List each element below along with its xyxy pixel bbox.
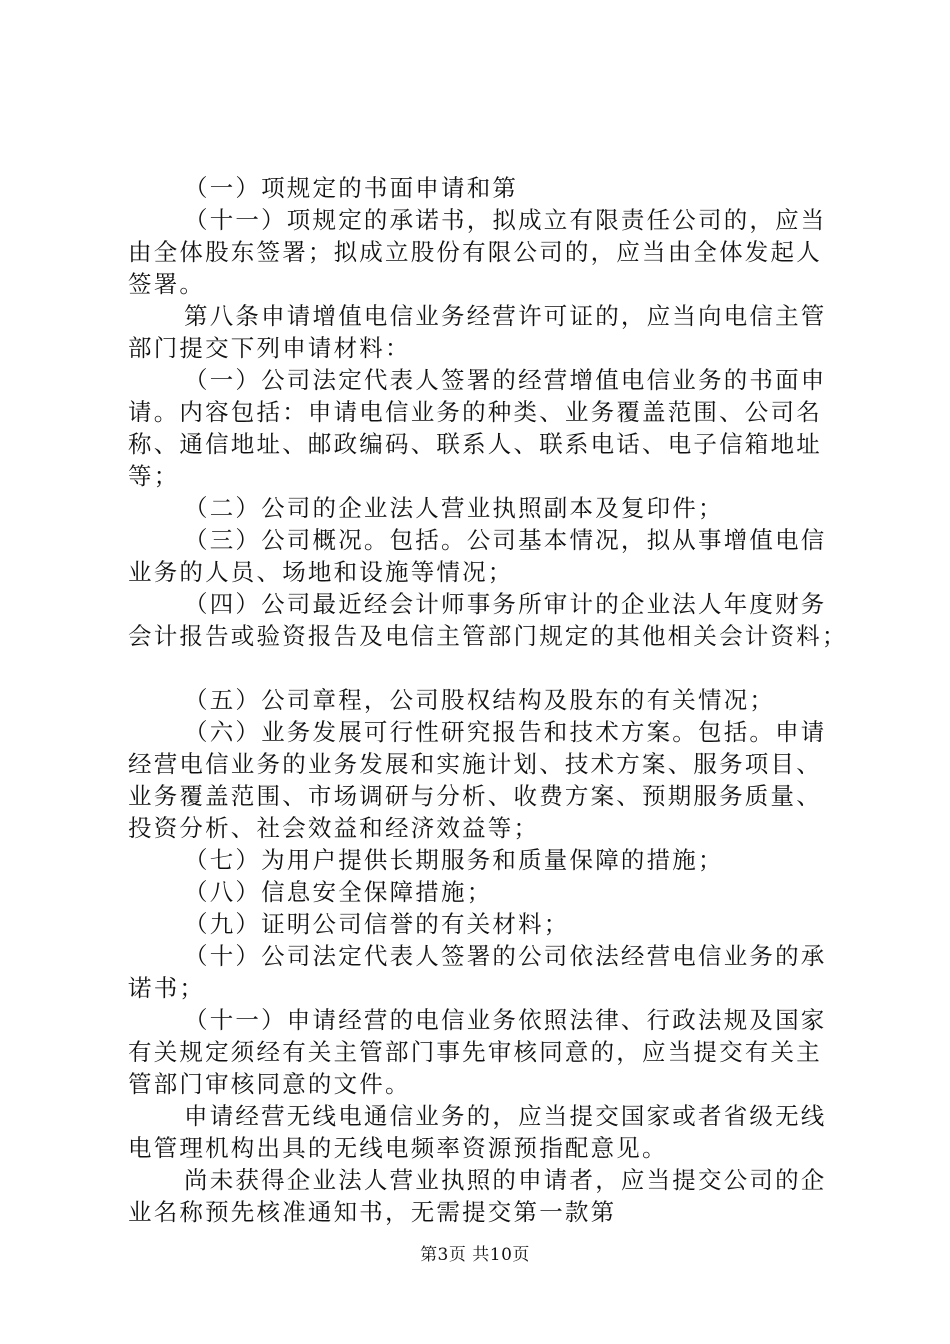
text-line: 投资分析、社会效益和经济效益等；: [128, 814, 540, 842]
text-line: 会计报告或验资报告及电信主管部门规定的其他相关会计资料；: [128, 622, 848, 650]
text-line: 部门提交下列申请材料：: [128, 334, 411, 362]
text-line: （一）项规定的书面申请和第: [184, 174, 519, 202]
blank-line: [128, 652, 840, 684]
text-line: 尚未获得企业法人营业执照的申请者，应当提交公司的企: [184, 1166, 827, 1194]
text-line: 由全体股东签署；拟成立股份有限公司的，应当由全体发起人: [128, 238, 822, 266]
text-line: 管部门审核同意的文件。: [128, 1070, 411, 1098]
text-block: [128, 172, 848, 1228]
text-line: 电管理机构出具的无线电频率资源预指配意见。: [128, 1134, 668, 1162]
text-line: （四）公司最近经会计师事务所审计的企业法人年度财务: [184, 590, 827, 618]
text-line: 业名称预先核准通知书，无需提交第一款第: [128, 1198, 617, 1226]
document-body: [128, 172, 848, 1228]
text-line: （十）公司法定代表人签署的公司依法经营电信业务的承: [184, 942, 827, 970]
text-line: 请。内容包括：申请电信业务的种类、业务覆盖范围、公司名: [128, 398, 822, 426]
text-line: （十一）申请经营的电信业务依照法律、行政法规及国家: [184, 1006, 827, 1034]
text-line: （二）公司的企业法人营业执照副本及复印件；: [184, 494, 724, 522]
page-number-footer: 第3页 共10页: [420, 1245, 530, 1265]
text-line: 业务覆盖范围、市场调研与分析、收费方案、预期服务质量、: [128, 782, 822, 810]
text-line: 有关规定须经有关主管部门事先审核同意的，应当提交有关主: [128, 1038, 822, 1066]
text-line: （八）信息安全保障措施；: [184, 878, 493, 906]
text-line: 第八条申请增值电信业务经营许可证的，应当向电信主管: [184, 302, 827, 330]
text-line: 称、通信地址、邮政编码、联系人、联系电话、电子信箱地址: [128, 430, 822, 458]
text-line: （三）公司概况。包括。公司基本情况，拟从事增值电信: [184, 526, 827, 554]
text-line: 经营电信业务的业务发展和实施计划、技术方案、服务项目、: [128, 750, 822, 778]
text-line: （七）为用户提供长期服务和质量保障的措施；: [184, 846, 724, 874]
text-line: （五）公司章程，公司股权结构及股东的有关情况；: [184, 686, 776, 714]
text-line: （九）证明公司信誉的有关材料；: [184, 910, 570, 938]
text-line: 申请经营无线电通信业务的，应当提交国家或者省级无线: [184, 1102, 827, 1130]
text-line: 业务的人员、场地和设施等情况；: [128, 558, 514, 586]
text-line: （六）业务发展可行性研究报告和技术方案。包括。申请: [184, 718, 827, 746]
text-line: 诺书；: [128, 974, 206, 1002]
text-line: （十一）项规定的承诺书，拟成立有限责任公司的，应当: [184, 206, 827, 234]
text-line: （一）公司法定代表人签署的经营增值电信业务的书面申: [184, 366, 827, 394]
text-line: 等；: [128, 462, 180, 490]
text-line: 签署。: [128, 270, 206, 298]
